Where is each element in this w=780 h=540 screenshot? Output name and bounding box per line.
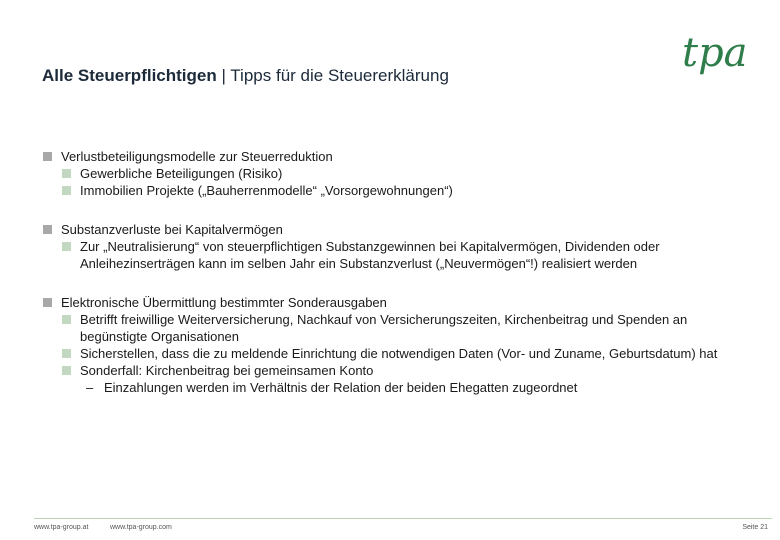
- section-elektronisch: [42, 294, 742, 396]
- page-number: Seite 21: [742, 524, 768, 531]
- bullet-square-icon: [62, 242, 71, 251]
- tpa-logo: [676, 24, 760, 86]
- footer-divider: [34, 518, 772, 519]
- list-item: Sicherstellen, dass die zu meldende Einrichtung die notwendigen Daten (Vor- und Zuname, Geburtsdatum) hat: [42, 345, 742, 362]
- list-item: Immobilien Projekte („Bauherrenmodelle“ „Vorsorgewohnungen“): [42, 182, 742, 199]
- bullet-square-icon: [62, 169, 71, 178]
- footer-link-at[interactable]: www.tpa-group.at: [34, 524, 89, 531]
- bullet-square-icon: [62, 186, 71, 195]
- logo-text: tpa: [682, 30, 748, 76]
- section-heading: Verlustbeteiligungsmodelle zur Steuerreduktion: [42, 148, 742, 165]
- bullet-square-icon: [43, 298, 52, 307]
- bullet-square-icon: [62, 366, 71, 375]
- content-area: [42, 148, 742, 418]
- footer-link-com[interactable]: www.tpa-group.com: [110, 524, 172, 531]
- list-item: Gewerbliche Beteiligungen (Risiko): [42, 165, 742, 182]
- bullet-square-icon: [43, 225, 52, 234]
- page-title: [42, 66, 449, 86]
- dash-bullet-icon: –: [86, 380, 94, 395]
- list-item: Sonderfall: Kirchenbeitrag bei gemeinsamen Konto: [42, 362, 742, 379]
- section-verlust: [42, 148, 742, 199]
- bullet-square-icon: [43, 152, 52, 161]
- sub-list-item: – Einzahlungen werden im Verhältnis der Relation der beiden Ehegatten zugeordnet: [86, 380, 578, 395]
- bullet-square-icon: [62, 349, 71, 358]
- title-main: Alle Steuerpflichtigen: [42, 66, 217, 85]
- section-substanz: [42, 221, 742, 272]
- section-heading: Elektronische Übermittlung bestimmter Sonderausgaben: [42, 294, 742, 311]
- list-item: Betrifft freiwillige Weiterversicherung, Nachkauf von Versicherungszeiten, Kirchenbeitrag und Spenden an begünstigte Organisationen: [42, 311, 742, 345]
- bullet-square-icon: [62, 315, 71, 324]
- title-subtitle: | Tipps für die Steuererklärung: [216, 66, 449, 85]
- list-item: Zur „Neutralisierung“ von steuerpflichtigen Substanzgewinnen bei Kapitalvermögen, Dividenden oder Anleihezinserträgen kann im selben Jahr ein Substanzverlust („Neuvermögen“!) realisiert werden: [42, 238, 742, 272]
- section-heading: Substanzverluste bei Kapitalvermögen: [42, 221, 742, 238]
